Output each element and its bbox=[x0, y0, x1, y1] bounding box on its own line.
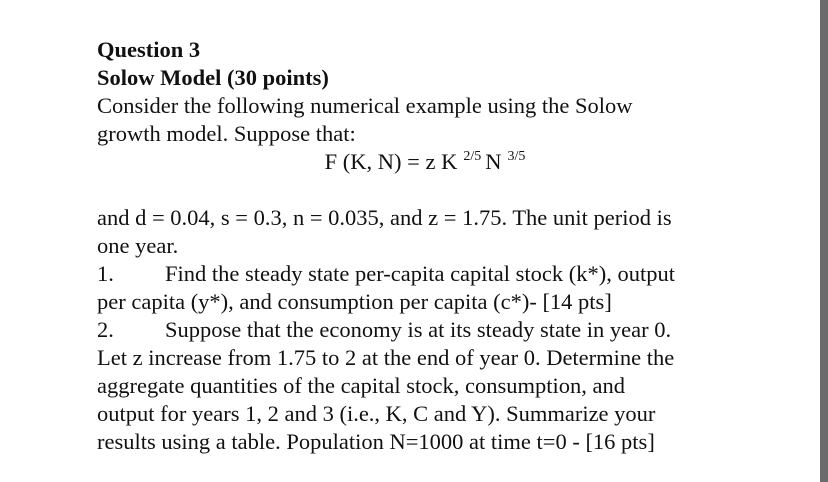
formula-exponent-labor: 3/5 bbox=[507, 149, 526, 164]
parameters-line-2: one year. bbox=[97, 233, 179, 258]
part-1-text-1: Find the steady state per-capita capital stock (k*), output bbox=[165, 261, 676, 286]
part-2-number: 2. bbox=[97, 317, 114, 342]
part-1-line-1 bbox=[97, 260, 737, 288]
intro-line-2: growth model. Suppose that: bbox=[97, 121, 356, 146]
part-2-line-4: output for years 1, 2 and 3 (i.e., K, C and Y). Summarize your bbox=[97, 401, 656, 426]
parameters-line-1: and d = 0.04, s = 0.3, n = 0.035, and z = 1.75. The unit period is bbox=[97, 205, 672, 230]
part-2-line-5: results using a table. Population N=1000 at time t=0 - [16 pts] bbox=[97, 429, 655, 454]
formula-exponent-capital: 2/5 bbox=[463, 149, 482, 164]
part-2-line-2: Let z increase from 1.75 to 2 at the end of year 0. Determine the bbox=[97, 345, 675, 370]
spacer bbox=[97, 176, 737, 204]
part-1-number: 1. bbox=[97, 261, 114, 286]
part-2-line-3: aggregate quantities of the capital stock, consumption, and bbox=[97, 373, 625, 398]
production-function-formula bbox=[97, 148, 737, 176]
formula-base: F (K, N) = z K bbox=[324, 149, 458, 174]
formula-labor: N bbox=[485, 149, 502, 174]
part-2-line-1 bbox=[97, 316, 737, 344]
part-2-text-1: Suppose that the economy is at its steady state in year 0. bbox=[165, 317, 672, 342]
intro-line-1: Consider the following numerical example using the Solow bbox=[97, 93, 633, 118]
question-document bbox=[97, 36, 737, 456]
question-heading: Question 3 bbox=[97, 37, 201, 62]
right-edge-bar bbox=[820, 0, 828, 482]
part-1-line-2: per capita (y*), and consumption per capita (c*)- [14 pts] bbox=[97, 289, 612, 314]
question-subheading: Solow Model (30 points) bbox=[97, 65, 329, 90]
